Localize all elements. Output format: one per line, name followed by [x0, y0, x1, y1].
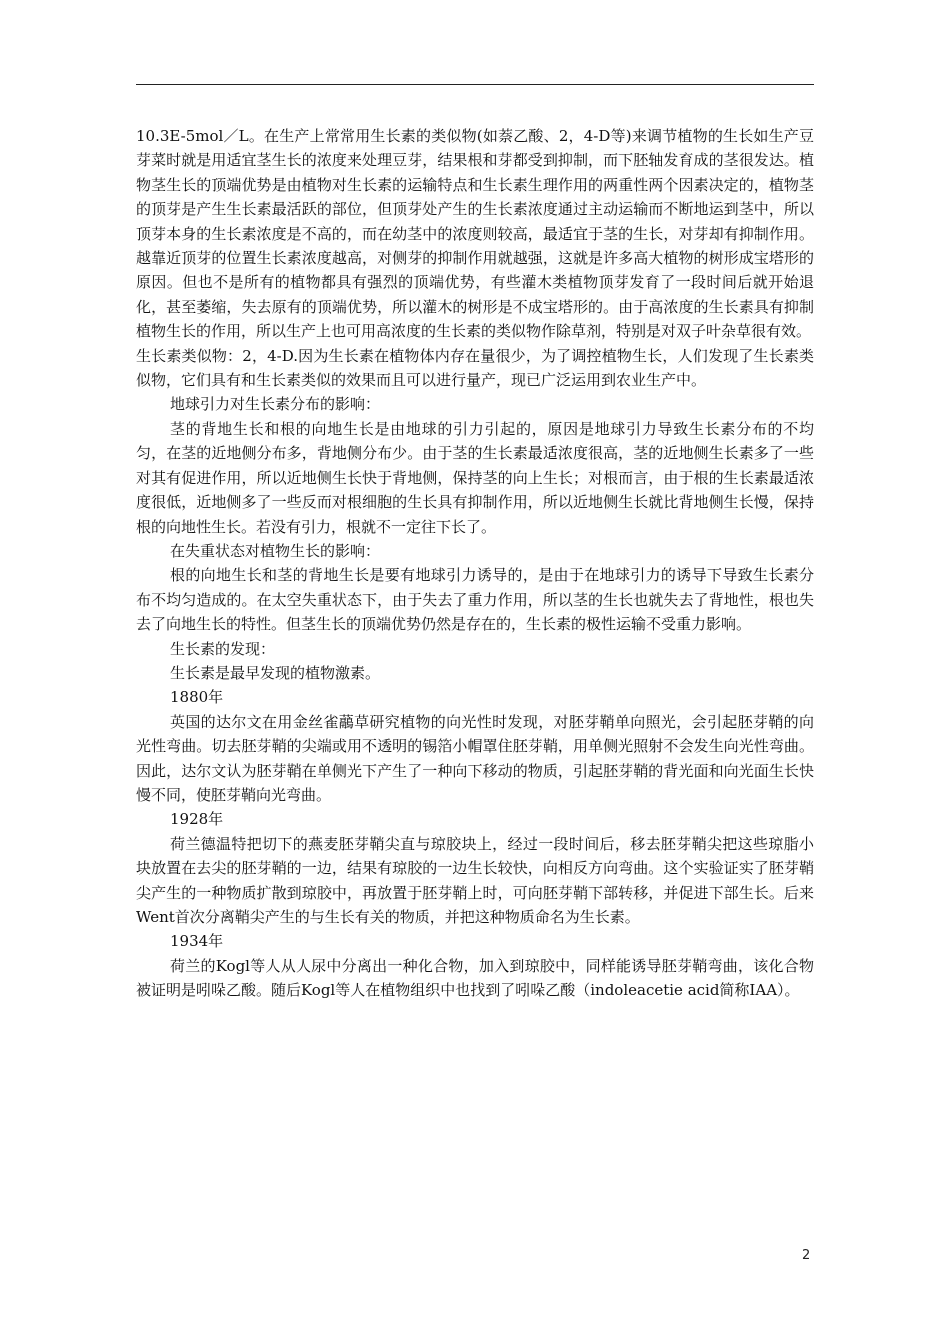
paragraph-went: 荷兰德温特把切下的燕麦胚芽鞘尖直与琼胶块上，经过一段时间后，移去胚芽鞘尖把这些琼脂小块放置在去尖的胚芽鞘的一边，结果有琼胶的一边生长较快，向相反方向弯曲。这个实验证实了胚芽鞘尖产生的一种物质扩散到琼胶中，再放置于胚芽鞘上时，可向胚芽鞘下部转移，并促进下部生长。后来Went首次分离鞘尖产生的与生长有关的物质，并把这种物质命名为生长素。	[136, 834, 814, 926]
paragraph-darwin: 英国的达尔文在用金丝雀虉草研究植物的向光性时发现，对胚芽鞘单向照光，会引起胚芽鞘的向光性弯曲。切去胚芽鞘的尖端或用不透明的锡箔小帽罩住胚芽鞘，用单侧光照射不会发生向光性弯曲。因此，达尔文认为胚芽鞘在单侧光下产生了一种向下移动的物质，引起胚芽鞘的背光面和向光面生长快慢不同，使胚芽鞘向光弯曲。	[136, 712, 814, 804]
paragraph-gravity-effect: 茎的背地生长和根的向地生长是由地球的引力引起的，原因是地球引力导致生长素分布的不均匀，在茎的近地侧分布多，背地侧分布少。由于茎的生长素最适浓度很高，茎的近地侧生长素多了一些对其有促进作用，所以近地侧生长快于背地侧，保持茎的向上生长；对根而言，由于根的生长素最适浓度很低，近地侧多了一些反而对根细胞的生长具有抑制作用，所以近地侧生长就比背地侧生长慢，保持根的向地性生长。若没有引力，根就不一定往下长了。	[136, 419, 814, 536]
paragraph-auxin-analogs: 生长素类似物：2，4-D.因为生长素在植物体内存在量很少，为了调控植物生长，人们发现了生长素类似物，它们具有和生长素类似的效果而且可以进行量产，现已广泛运用到农业生产中。	[136, 346, 814, 390]
year-1934: 1934年	[170, 932, 224, 951]
heading-weightlessness: 在失重状态对植物生长的影响：	[170, 541, 381, 560]
heading-gravity-effect: 地球引力对生长素分布的影响：	[170, 395, 381, 414]
header-rule	[136, 84, 814, 85]
page-number: 2	[802, 1248, 811, 1263]
year-1880: 1880年	[170, 688, 224, 707]
paragraph-weightlessness: 根的向地生长和茎的背地生长是要有地球引力诱导的，是由于在地球引力的诱导下导致生长素分布不均匀造成的。在太空失重状态下，由于失去了重力作用，所以茎的生长也就失去了背地性，根也失去了向地生长的特性。但茎生长的顶端优势仍然是存在的，生长素的极性运输不受重力影响。	[136, 566, 814, 634]
heading-discovery: 生长素的发现：	[170, 639, 276, 658]
paragraph-discovery-intro: 生长素是最早发现的植物激素。	[170, 663, 381, 682]
paragraph-auxin-concentration: 10.3E-5mol／L。在生产上常常用生长素的类似物(如萘乙酸、2，4-D等)来调节植物的生长如生产豆芽菜时就是用适宜茎生长的浓度来处理豆芽，结果根和芽都受到抑制，而下胚轴发育成的茎很发达。植物茎生长的顶端优势是由植物对生长素的运输特点和生长素生理作用的两重性两个因素决定的，植物茎的顶芽是产生生长素最活跃的部位，但顶芽处产生的生长素浓度通过主动运输而不断地运到茎中，所以顶芽本身的生长素浓度是不高的，而在幼茎中的浓度则较高，最适宜于茎的生长，对芽却有抑制作用。越靠近顶芽的位置生长素浓度越高，对侧芽的抑制作用就越强，这就是许多高大植物的树形成宝塔形的原因。但也不是所有的植物都具有强烈的顶端优势，有些灌木类植物顶芽发育了一段时间后就开始退化，甚至萎缩，失去原有的顶端优势，所以灌木的树形是不成宝塔形的。由于高浓度的生长素具有抑制植物生长的作用，所以生产上也可用高浓度的生长素的类似物作除草剂，特别是对双子叶杂草很有效。	[136, 127, 814, 341]
document-body	[136, 124, 814, 1003]
year-1928: 1928年	[170, 810, 224, 829]
paragraph-kogl: 荷兰的Kogl等人从人尿中分离出一种化合物，加入到琼胶中，同样能诱导胚芽鞘弯曲，该化合物被证明是吲哚乙酸。随后Kogl等人在植物组织中也找到了吲哚乙酸（indoleacetie acid简称IAA）。	[136, 956, 814, 1000]
